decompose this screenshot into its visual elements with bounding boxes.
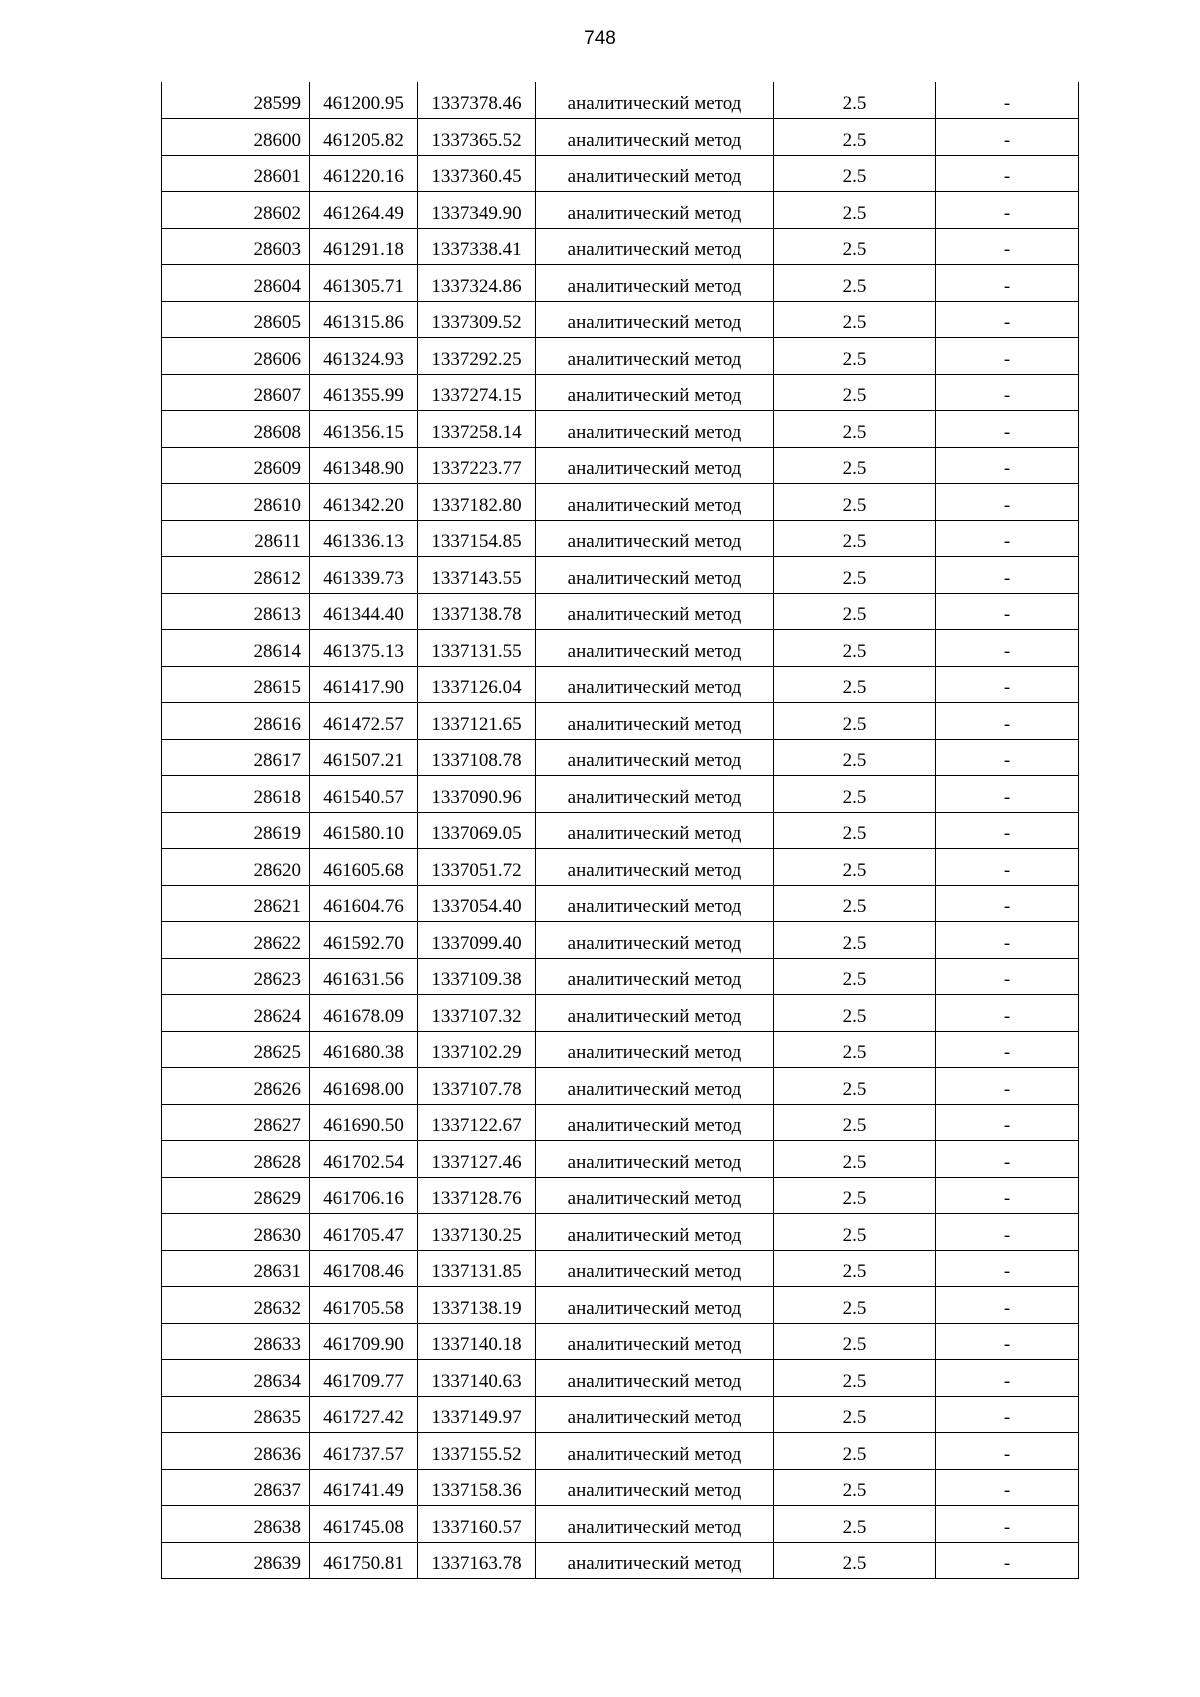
y-coordinate-cell: 1337108.78 [418,739,536,776]
method-cell: аналитический метод [536,447,774,484]
note-cell: - [936,1250,1079,1287]
method-cell: аналитический метод [536,1542,774,1579]
accuracy-cell: 2.5 [774,1287,936,1324]
method-cell: аналитический метод [536,484,774,521]
table-row [162,1104,1079,1141]
point-number-cell: 28617 [162,739,310,776]
method-cell: аналитический метод [536,82,774,119]
y-coordinate-cell: 1337131.55 [418,630,536,667]
x-coordinate-cell: 461417.90 [310,666,418,703]
method-cell: аналитический метод [536,1177,774,1214]
accuracy-cell: 2.5 [774,155,936,192]
table-body [162,82,1079,1579]
accuracy-cell: 2.5 [774,1177,936,1214]
point-number-cell: 28609 [162,447,310,484]
point-number-cell: 28635 [162,1396,310,1433]
point-number-cell: 28634 [162,1360,310,1397]
note-cell: - [936,301,1079,338]
accuracy-cell: 2.5 [774,593,936,630]
note-cell: - [936,265,1079,302]
method-cell: аналитический метод [536,1214,774,1251]
table-row [162,447,1079,484]
note-cell: - [936,1287,1079,1324]
table-row [162,265,1079,302]
table-row [162,1214,1079,1251]
x-coordinate-cell: 461355.99 [310,374,418,411]
y-coordinate-cell: 1337158.36 [418,1469,536,1506]
note-cell: - [936,593,1079,630]
y-coordinate-cell: 1337258.14 [418,411,536,448]
x-coordinate-cell: 461750.81 [310,1542,418,1579]
y-coordinate-cell: 1337182.80 [418,484,536,521]
point-number-cell: 28639 [162,1542,310,1579]
x-coordinate-cell: 461348.90 [310,447,418,484]
table-row [162,82,1079,119]
note-cell: - [936,703,1079,740]
accuracy-cell: 2.5 [774,1104,936,1141]
x-coordinate-cell: 461507.21 [310,739,418,776]
note-cell: - [936,1214,1079,1251]
accuracy-cell: 2.5 [774,228,936,265]
x-coordinate-cell: 461605.68 [310,849,418,886]
table-row [162,776,1079,813]
coordinates-table [161,82,1079,1579]
point-number-cell: 28622 [162,922,310,959]
y-coordinate-cell: 1337099.40 [418,922,536,959]
x-coordinate-cell: 461709.77 [310,1360,418,1397]
method-cell: аналитический метод [536,1469,774,1506]
accuracy-cell: 2.5 [774,666,936,703]
x-coordinate-cell: 461745.08 [310,1506,418,1543]
table-row [162,155,1079,192]
note-cell: - [936,776,1079,813]
table-row [162,1360,1079,1397]
method-cell: аналитический метод [536,995,774,1032]
table-row [162,739,1079,776]
accuracy-cell: 2.5 [774,1506,936,1543]
y-coordinate-cell: 1337107.32 [418,995,536,1032]
table-row [162,593,1079,630]
accuracy-cell: 2.5 [774,1396,936,1433]
method-cell: аналитический метод [536,411,774,448]
point-number-cell: 28612 [162,557,310,594]
table-row [162,812,1079,849]
accuracy-cell: 2.5 [774,557,936,594]
point-number-cell: 28618 [162,776,310,813]
y-coordinate-cell: 1337069.05 [418,812,536,849]
accuracy-cell: 2.5 [774,1068,936,1105]
table-row [162,301,1079,338]
x-coordinate-cell: 461580.10 [310,812,418,849]
method-cell: аналитический метод [536,520,774,557]
x-coordinate-cell: 461706.16 [310,1177,418,1214]
note-cell: - [936,1506,1079,1543]
y-coordinate-cell: 1337155.52 [418,1433,536,1470]
table-row [162,338,1079,375]
x-coordinate-cell: 461698.00 [310,1068,418,1105]
x-coordinate-cell: 461342.20 [310,484,418,521]
x-coordinate-cell: 461540.57 [310,776,418,813]
point-number-cell: 28637 [162,1469,310,1506]
table-row [162,885,1079,922]
point-number-cell: 28613 [162,593,310,630]
x-coordinate-cell: 461291.18 [310,228,418,265]
note-cell: - [936,1360,1079,1397]
x-coordinate-cell: 461705.47 [310,1214,418,1251]
point-number-cell: 28600 [162,119,310,156]
method-cell: аналитический метод [536,1104,774,1141]
accuracy-cell: 2.5 [774,1323,936,1360]
method-cell: аналитический метод [536,849,774,886]
method-cell: аналитический метод [536,630,774,667]
method-cell: аналитический метод [536,265,774,302]
accuracy-cell: 2.5 [774,374,936,411]
accuracy-cell: 2.5 [774,1469,936,1506]
y-coordinate-cell: 1337324.86 [418,265,536,302]
x-coordinate-cell: 461472.57 [310,703,418,740]
point-number-cell: 28614 [162,630,310,667]
table-row [162,1250,1079,1287]
note-cell: - [936,630,1079,667]
method-cell: аналитический метод [536,119,774,156]
x-coordinate-cell: 461336.13 [310,520,418,557]
point-number-cell: 28616 [162,703,310,740]
point-number-cell: 28625 [162,1031,310,1068]
table-row [162,1177,1079,1214]
y-coordinate-cell: 1337149.97 [418,1396,536,1433]
note-cell: - [936,922,1079,959]
table-row [162,1323,1079,1360]
x-coordinate-cell: 461727.42 [310,1396,418,1433]
y-coordinate-cell: 1337160.57 [418,1506,536,1543]
point-number-cell: 28610 [162,484,310,521]
y-coordinate-cell: 1337360.45 [418,155,536,192]
table-row [162,1031,1079,1068]
y-coordinate-cell: 1337338.41 [418,228,536,265]
point-number-cell: 28628 [162,1141,310,1178]
note-cell: - [936,739,1079,776]
method-cell: аналитический метод [536,885,774,922]
x-coordinate-cell: 461678.09 [310,995,418,1032]
y-coordinate-cell: 1337309.52 [418,301,536,338]
x-coordinate-cell: 461200.95 [310,82,418,119]
method-cell: аналитический метод [536,958,774,995]
note-cell: - [936,228,1079,265]
accuracy-cell: 2.5 [774,703,936,740]
table-row [162,1433,1079,1470]
table-row [162,922,1079,959]
y-coordinate-cell: 1337128.76 [418,1177,536,1214]
note-cell: - [936,1068,1079,1105]
note-cell: - [936,1469,1079,1506]
point-number-cell: 28611 [162,520,310,557]
accuracy-cell: 2.5 [774,630,936,667]
table-row [162,1506,1079,1543]
note-cell: - [936,520,1079,557]
method-cell: аналитический метод [536,557,774,594]
y-coordinate-cell: 1337127.46 [418,1141,536,1178]
point-number-cell: 28602 [162,192,310,229]
point-number-cell: 28615 [162,666,310,703]
note-cell: - [936,155,1079,192]
y-coordinate-cell: 1337090.96 [418,776,536,813]
note-cell: - [936,447,1079,484]
table-row [162,958,1079,995]
point-number-cell: 28623 [162,958,310,995]
method-cell: аналитический метод [536,812,774,849]
point-number-cell: 28601 [162,155,310,192]
accuracy-cell: 2.5 [774,922,936,959]
table-row [162,666,1079,703]
y-coordinate-cell: 1337131.85 [418,1250,536,1287]
note-cell: - [936,557,1079,594]
accuracy-cell: 2.5 [774,1031,936,1068]
note-cell: - [936,411,1079,448]
x-coordinate-cell: 461205.82 [310,119,418,156]
y-coordinate-cell: 1337102.29 [418,1031,536,1068]
point-number-cell: 28606 [162,338,310,375]
x-coordinate-cell: 461741.49 [310,1469,418,1506]
method-cell: аналитический метод [536,192,774,229]
table-row [162,703,1079,740]
y-coordinate-cell: 1337121.65 [418,703,536,740]
table-row [162,557,1079,594]
accuracy-cell: 2.5 [774,338,936,375]
accuracy-cell: 2.5 [774,1360,936,1397]
note-cell: - [936,849,1079,886]
table-row [162,520,1079,557]
accuracy-cell: 2.5 [774,1214,936,1251]
note-cell: - [936,1542,1079,1579]
method-cell: аналитический метод [536,1323,774,1360]
note-cell: - [936,484,1079,521]
point-number-cell: 28599 [162,82,310,119]
point-number-cell: 28604 [162,265,310,302]
y-coordinate-cell: 1337274.15 [418,374,536,411]
table-row [162,1396,1079,1433]
method-cell: аналитический метод [536,1250,774,1287]
table-row [162,1287,1079,1324]
y-coordinate-cell: 1337140.63 [418,1360,536,1397]
accuracy-cell: 2.5 [774,739,936,776]
x-coordinate-cell: 461339.73 [310,557,418,594]
point-number-cell: 28633 [162,1323,310,1360]
note-cell: - [936,885,1079,922]
accuracy-cell: 2.5 [774,411,936,448]
x-coordinate-cell: 461680.38 [310,1031,418,1068]
table-row [162,849,1079,886]
accuracy-cell: 2.5 [774,1250,936,1287]
page-number: 748 [584,28,616,49]
accuracy-cell: 2.5 [774,776,936,813]
x-coordinate-cell: 461737.57 [310,1433,418,1470]
method-cell: аналитический метод [536,1287,774,1324]
x-coordinate-cell: 461344.40 [310,593,418,630]
x-coordinate-cell: 461375.13 [310,630,418,667]
accuracy-cell: 2.5 [774,1141,936,1178]
x-coordinate-cell: 461690.50 [310,1104,418,1141]
y-coordinate-cell: 1337365.52 [418,119,536,156]
x-coordinate-cell: 461631.56 [310,958,418,995]
x-coordinate-cell: 461702.54 [310,1141,418,1178]
accuracy-cell: 2.5 [774,812,936,849]
y-coordinate-cell: 1337292.25 [418,338,536,375]
method-cell: аналитический метод [536,1068,774,1105]
note-cell: - [936,82,1079,119]
note-cell: - [936,1323,1079,1360]
method-cell: аналитический метод [536,1031,774,1068]
method-cell: аналитический метод [536,776,774,813]
x-coordinate-cell: 461604.76 [310,885,418,922]
method-cell: аналитический метод [536,301,774,338]
accuracy-cell: 2.5 [774,958,936,995]
note-cell: - [936,1177,1079,1214]
point-number-cell: 28619 [162,812,310,849]
note-cell: - [936,338,1079,375]
accuracy-cell: 2.5 [774,520,936,557]
point-number-cell: 28629 [162,1177,310,1214]
y-coordinate-cell: 1337122.67 [418,1104,536,1141]
method-cell: аналитический метод [536,1396,774,1433]
method-cell: аналитический метод [536,338,774,375]
y-coordinate-cell: 1337051.72 [418,849,536,886]
accuracy-cell: 2.5 [774,995,936,1032]
note-cell: - [936,958,1079,995]
note-cell: - [936,1104,1079,1141]
note-cell: - [936,812,1079,849]
accuracy-cell: 2.5 [774,1542,936,1579]
y-coordinate-cell: 1337143.55 [418,557,536,594]
table-row [162,484,1079,521]
y-coordinate-cell: 1337378.46 [418,82,536,119]
y-coordinate-cell: 1337154.85 [418,520,536,557]
accuracy-cell: 2.5 [774,192,936,229]
y-coordinate-cell: 1337054.40 [418,885,536,922]
table-row [162,995,1079,1032]
y-coordinate-cell: 1337130.25 [418,1214,536,1251]
method-cell: аналитический метод [536,703,774,740]
method-cell: аналитический метод [536,1506,774,1543]
table-row [162,1068,1079,1105]
y-coordinate-cell: 1337107.78 [418,1068,536,1105]
table-row [162,411,1079,448]
point-number-cell: 28638 [162,1506,310,1543]
table-row [162,119,1079,156]
y-coordinate-cell: 1337138.19 [418,1287,536,1324]
table-row [162,630,1079,667]
table-row [162,1469,1079,1506]
point-number-cell: 28621 [162,885,310,922]
note-cell: - [936,192,1079,229]
table-row [162,1542,1079,1579]
point-number-cell: 28620 [162,849,310,886]
y-coordinate-cell: 1337109.38 [418,958,536,995]
note-cell: - [936,666,1079,703]
x-coordinate-cell: 461708.46 [310,1250,418,1287]
method-cell: аналитический метод [536,1360,774,1397]
point-number-cell: 28636 [162,1433,310,1470]
y-coordinate-cell: 1337126.04 [418,666,536,703]
x-coordinate-cell: 461356.15 [310,411,418,448]
method-cell: аналитический метод [536,739,774,776]
point-number-cell: 28624 [162,995,310,1032]
method-cell: аналитический метод [536,228,774,265]
accuracy-cell: 2.5 [774,1433,936,1470]
point-number-cell: 28632 [162,1287,310,1324]
point-number-cell: 28603 [162,228,310,265]
x-coordinate-cell: 461264.49 [310,192,418,229]
point-number-cell: 28607 [162,374,310,411]
accuracy-cell: 2.5 [774,301,936,338]
accuracy-cell: 2.5 [774,885,936,922]
method-cell: аналитический метод [536,922,774,959]
note-cell: - [936,1141,1079,1178]
point-number-cell: 28605 [162,301,310,338]
x-coordinate-cell: 461315.86 [310,301,418,338]
accuracy-cell: 2.5 [774,484,936,521]
y-coordinate-cell: 1337349.90 [418,192,536,229]
note-cell: - [936,1031,1079,1068]
note-cell: - [936,119,1079,156]
point-number-cell: 28631 [162,1250,310,1287]
note-cell: - [936,995,1079,1032]
accuracy-cell: 2.5 [774,447,936,484]
method-cell: аналитический метод [536,593,774,630]
method-cell: аналитический метод [536,155,774,192]
accuracy-cell: 2.5 [774,265,936,302]
table-row [162,374,1079,411]
x-coordinate-cell: 461305.71 [310,265,418,302]
note-cell: - [936,1433,1079,1470]
method-cell: аналитический метод [536,1141,774,1178]
point-number-cell: 28608 [162,411,310,448]
note-cell: - [936,1396,1079,1433]
x-coordinate-cell: 461705.58 [310,1287,418,1324]
x-coordinate-cell: 461709.90 [310,1323,418,1360]
y-coordinate-cell: 1337140.18 [418,1323,536,1360]
method-cell: аналитический метод [536,1433,774,1470]
x-coordinate-cell: 461220.16 [310,155,418,192]
x-coordinate-cell: 461592.70 [310,922,418,959]
y-coordinate-cell: 1337223.77 [418,447,536,484]
method-cell: аналитический метод [536,666,774,703]
y-coordinate-cell: 1337138.78 [418,593,536,630]
x-coordinate-cell: 461324.93 [310,338,418,375]
accuracy-cell: 2.5 [774,849,936,886]
table-row [162,1141,1079,1178]
accuracy-cell: 2.5 [774,82,936,119]
point-number-cell: 28630 [162,1214,310,1251]
note-cell: - [936,374,1079,411]
table-row [162,192,1079,229]
point-number-cell: 28626 [162,1068,310,1105]
method-cell: аналитический метод [536,374,774,411]
point-number-cell: 28627 [162,1104,310,1141]
accuracy-cell: 2.5 [774,119,936,156]
y-coordinate-cell: 1337163.78 [418,1542,536,1579]
table-row [162,228,1079,265]
